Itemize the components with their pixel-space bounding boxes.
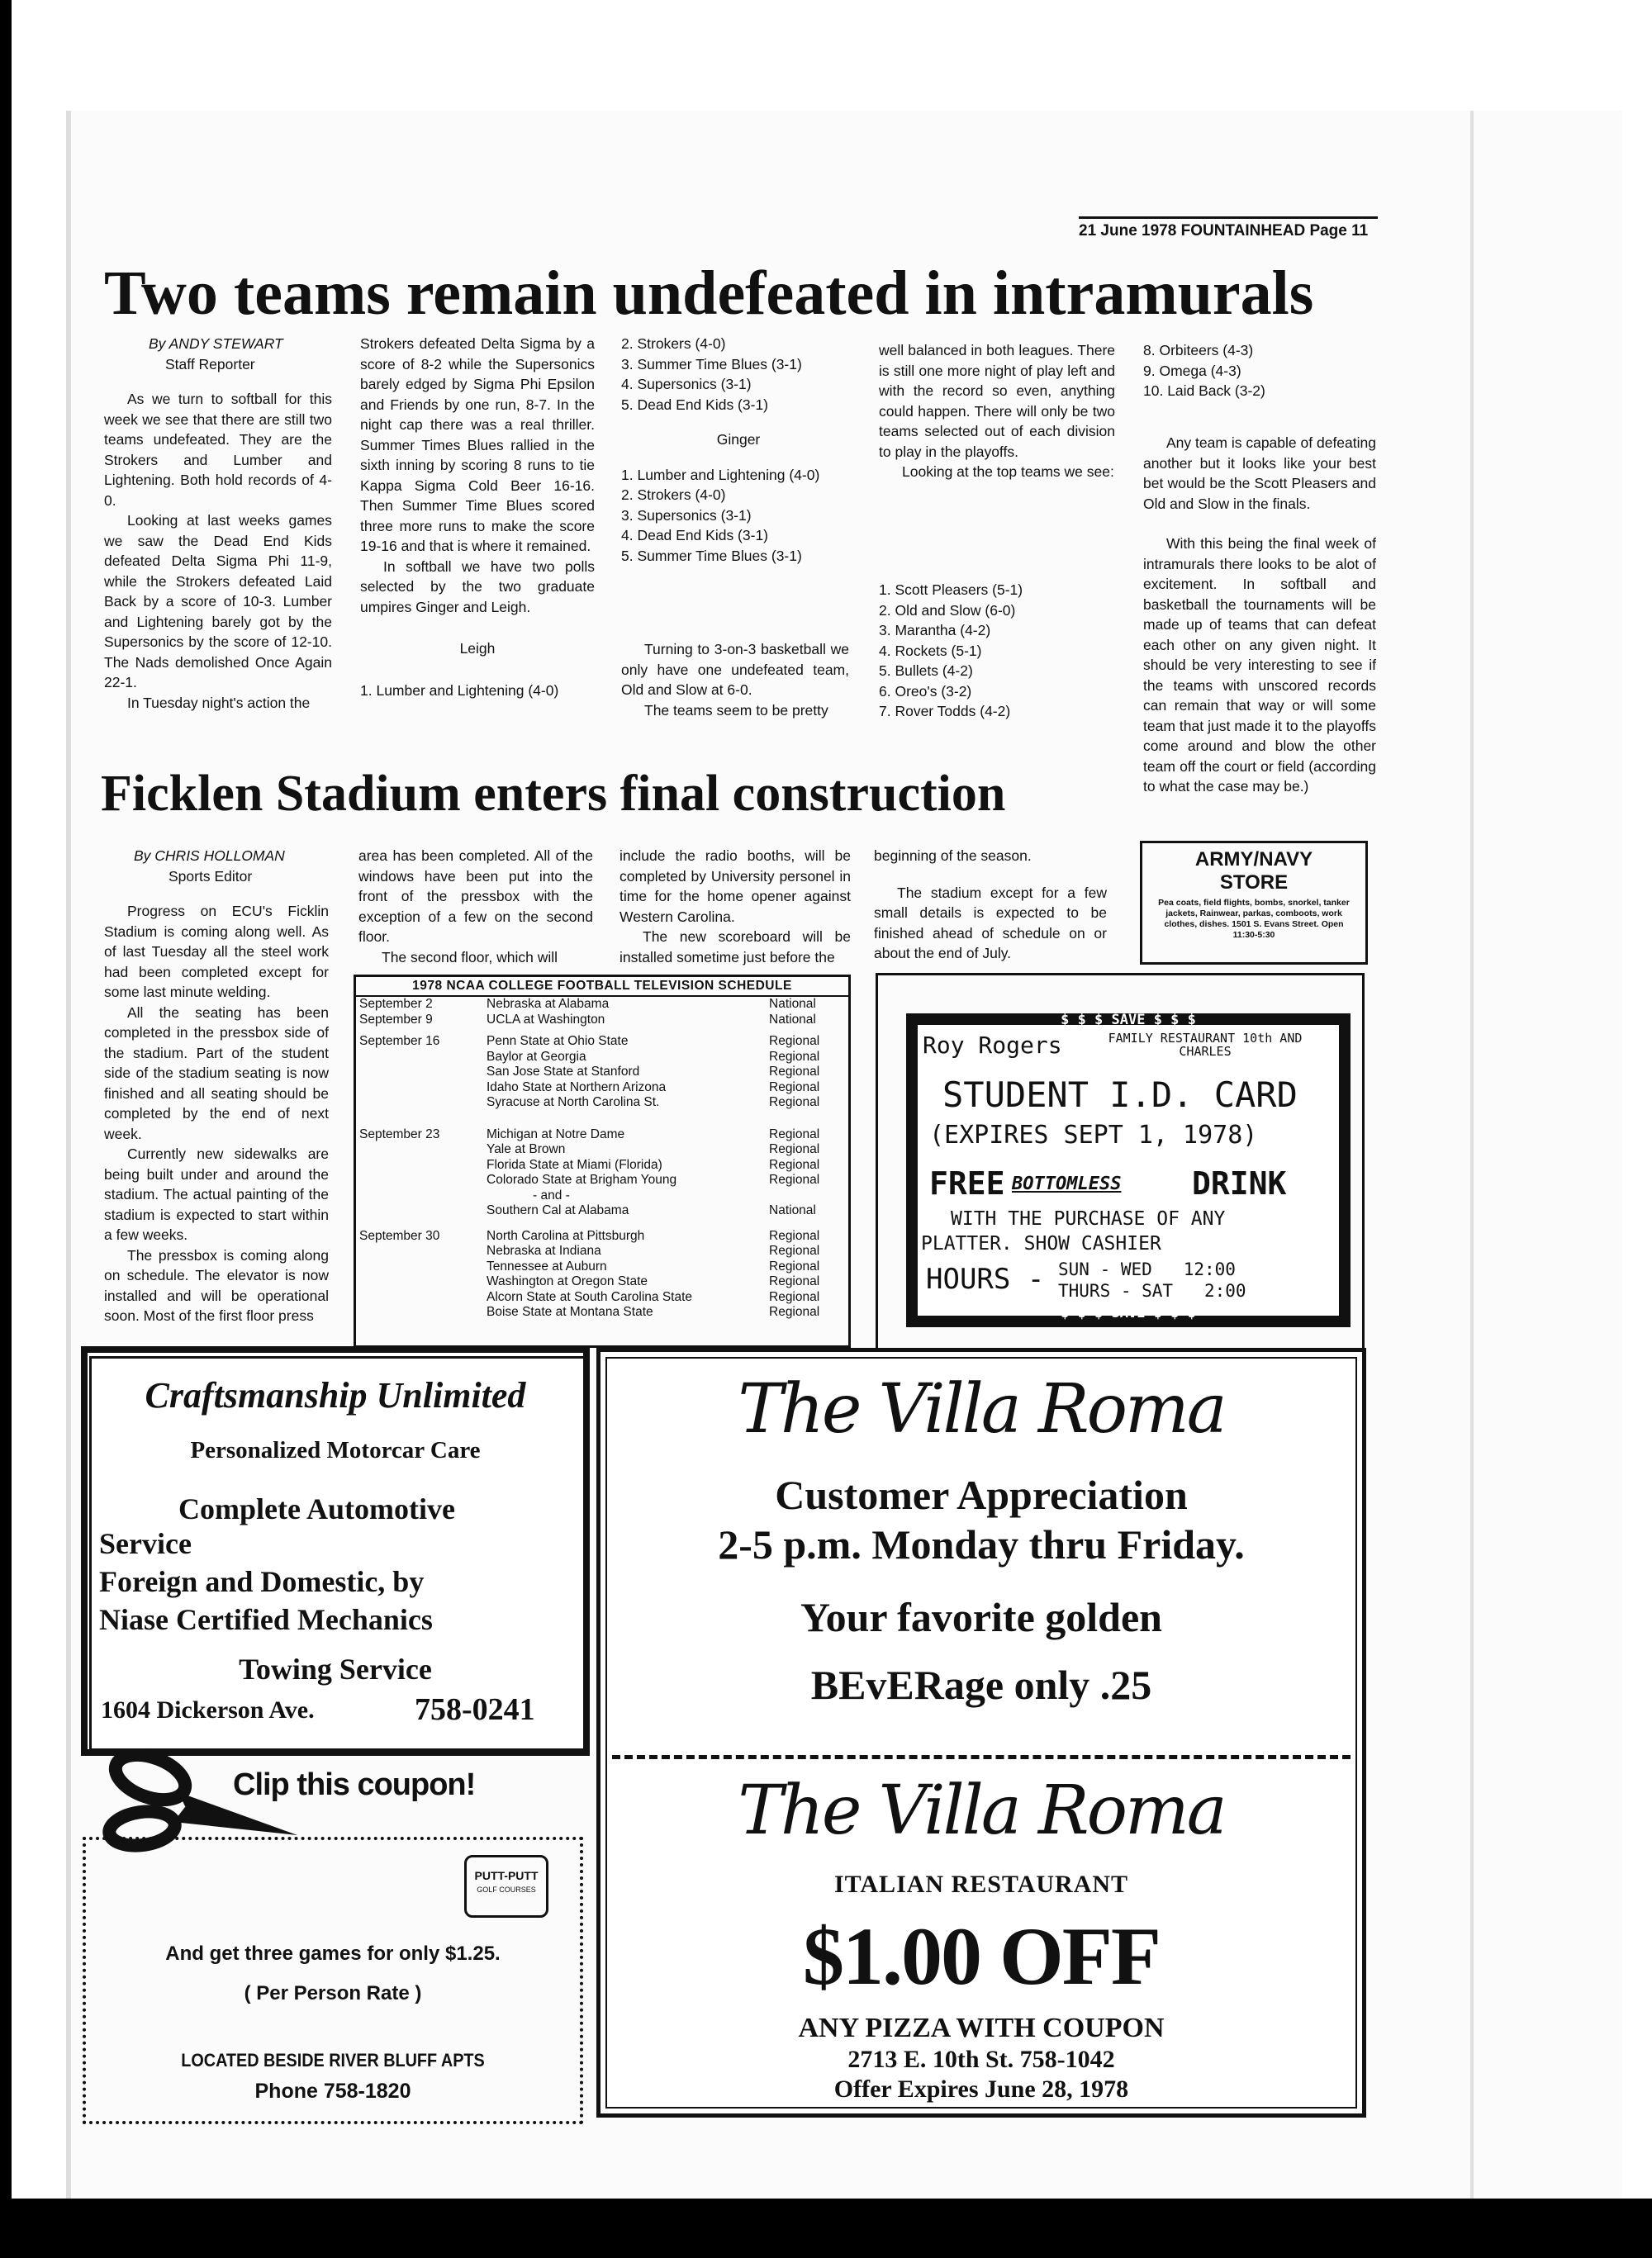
craftsmanship-line2: Complete Automotive [178,1492,455,1525]
schedule-row [356,1127,848,1143]
royrogers-ad [876,973,1365,1351]
royrogers-name: Roy Rogers [923,1032,1062,1059]
leigh-list-item: 3. Summer Time Blues (3-1) [621,355,802,372]
schedule-network: Regional [769,1065,820,1079]
schedule-network: Regional [769,1228,820,1243]
schedule-game: Michigan at Notre Dame [487,1127,625,1141]
schedule-network: National [769,1203,816,1217]
schedule-row [356,1050,848,1065]
schedule-game: Florida State at Miami (Florida) [487,1157,662,1172]
article1-col5-p2: With this being the final week of intramurals there looks to be alot of excitement. In softball and basketball the tournaments will be made up of teams that can defeat each other on any given night. It should be very interesting to see if the teams with unscored records can remain that way or will some team that just made it to the playoffs come around and blow the other team off the court or field (according to what the case may be.) [1143,535,1376,795]
basketball-list-item: 10. Laid Back (3-2) [1143,382,1265,399]
schedule-row [356,1173,848,1188]
coupon-cut-line [612,1755,1351,1759]
schedule-row [356,1095,848,1111]
platter-line: PLATTER. SHOW CASHIER [921,1233,1161,1255]
craftsmanship-ad [81,1346,590,1756]
schedule-date: September 23 [359,1127,440,1141]
article2-col4 [874,846,1107,964]
schedule-date [356,1305,483,1321]
article2-col2 [358,846,593,967]
schedule-date [356,1142,483,1158]
article2-col1-p3: Currently new sidewalks are being built under and around the stadium. The actual painting of the stadium is expected to start within a few weeks. [104,1146,329,1243]
craftsmanship-title: Craftsmanship Unlimited [145,1375,526,1416]
article2-col1 [104,846,329,1326]
schedule-row [356,1013,848,1028]
bottomless-label: BOTTOMLESS [1012,1174,1122,1194]
basketball-list-item: 6. Oreo's (3-2) [879,682,972,700]
article1-col4 [879,340,1115,482]
schedule-row [356,1158,848,1174]
schedule-spacer [356,1111,848,1127]
leigh-label: Leigh [459,640,496,657]
craftsmanship-address: 1604 Dickerson Ave. [101,1696,315,1724]
schedule-date [356,1259,483,1275]
schedule-game: Nebraska at Alabama [487,997,610,1011]
schedule-network: Regional [769,1142,820,1156]
purchase-line: WITH THE PURCHASE OF ANY [951,1208,1226,1230]
tv-schedule-table [356,997,848,1321]
article2-col4-p2: The stadium except for a few small details is expected to be finished ahead of schedule on or about the end of July. [874,884,1107,961]
article2-headline: Ficklen Stadium enters final construction [101,766,1006,822]
armynavy-title: ARMY/NAVY [1194,848,1313,870]
schedule-network: Regional [769,1079,820,1094]
villaroma-address: 2713 E. 10th St. 758-1042 [847,2046,1115,2073]
schedule-date [356,1173,483,1188]
craftsmanship-line3: Service [99,1527,192,1560]
coupon-rate: ( Per Person Rate ) [244,1982,422,2004]
schedule-date [356,1274,483,1290]
ginger-list-item: 1. Lumber and Lightening (4-0) [621,466,820,483]
schedule-row [356,1065,848,1080]
schedule-network: Regional [769,1259,820,1274]
leigh-list-item: 1. Lumber and Lightening (4-0) [360,681,559,699]
schedule-game: Boise State at Montana State [487,1305,653,1319]
schedule-network: Regional [769,1034,820,1048]
schedule-network: Regional [769,1049,820,1064]
basketball-list-item: 2. Old and Slow (6-0) [879,601,1016,619]
article2-role: Sports Editor [169,867,253,885]
expires-line: (EXPIRES SEPT 1, 1978) [929,1121,1258,1150]
article1-role: Staff Reporter [165,355,255,372]
schedule-date: September 2 [359,997,433,1011]
basketball-list-item: 5. Bullets (4-2) [879,662,973,679]
schedule-date [356,1065,483,1080]
ginger-list-item: 4. Dead End Kids (3-1) [621,527,769,543]
article2-col1-p2: All the seating has been completed in the pressbox side of the stadium. Part of the student side of the stadium seating is now finished and all seating should be completed by the end of next week. [104,1003,329,1142]
putt-putt-coupon[interactable] [83,1837,583,2124]
schedule-row [356,1080,848,1096]
schedule-network: National [769,1012,816,1027]
villaroma-line2: 2-5 p.m. Monday thru Friday. [718,1521,1245,1568]
villaroma-discount: $1.00 OFF [803,1910,1160,2002]
basketball-list-item: 9. Omega (4-3) [1143,362,1241,379]
schedule-date [356,1244,483,1259]
villaroma-logo: The Villa Roma [738,1370,1225,1449]
article1-col5 [1143,433,1376,797]
schedule-network: Regional [769,1127,820,1141]
villaroma-pizza: ANY PIZZA WITH COUPON [798,2013,1165,2043]
schedule-network: Regional [769,1244,820,1258]
article1-col5-list [1143,340,1378,401]
schedule-date [356,1203,483,1219]
ginger-list-item: 2. Strokers (4-0) [621,486,726,503]
leigh-list-item: 4. Supersonics (3-1) [621,376,752,392]
schedule-row [356,1203,848,1219]
craftsmanship-line1: Personalized Motorcar Care [190,1437,481,1463]
student-id-line: STUDENT I.D. CARD [942,1074,1298,1115]
schedule-spacer [356,1027,848,1034]
article2-col3-p1: include the radio booths, will be completed by University personel in time for the home opener against Western Carolina. [620,847,851,925]
schedule-network: Regional [769,1305,820,1319]
schedule-date [356,1188,483,1204]
basketball-list-item: 8. Orbiteers (4-3) [1143,342,1254,358]
page-fold-line [1470,111,1474,2199]
article1-col1-p2: Looking at last weeks games we saw the Dead End Kids defeated Delta Sigma Phi 11-9, while the Strokers defeated Laid Back by a score of 10-3. Lumber and Lightening barely got by the Supersonics by the score of 12-10. The Nads demolished Once Again 22-1. [104,512,332,690]
coupon-phone: Phone 758-1820 [254,2080,411,2103]
royrogers-sub: FAMILY RESTAURANT 10th AND CHARLES [1108,1031,1303,1059]
schedule-network: Regional [769,1173,820,1187]
article1-col1-p3: In Tuesday night's action the [127,694,311,711]
article2-byline: By CHRIS HOLLOMAN [134,847,285,864]
schedule-network: Regional [769,1289,820,1304]
armynavy-subtitle: STORE [1219,871,1289,894]
ginger-list-item: 3. Supersonics (3-1) [621,506,752,524]
schedule-game: San Jose State at Stanford [487,1065,640,1079]
coupon-offer: And get three games for only $1.25. [165,1943,501,1965]
basketball-list [879,580,1115,722]
schedule-network: Regional [769,1157,820,1172]
schedule-date [356,1290,483,1306]
article1-col3 [621,334,856,566]
article2-col4-p1: beginning of the season. [874,847,1032,864]
basketball-list-item: 7. Rover Todds (4-2) [879,703,1011,719]
villaroma-italian: ITALIAN RESTAURANT [833,1871,1129,1898]
schedule-row [356,1244,848,1259]
schedule-game: Baylor at Georgia [487,1049,586,1064]
article2-col1-p1: Progress on ECU's Ficklin Stadium is coming along well. As of last Tuesday all the steel work had been completed except for some last minute welding. [104,903,329,1000]
hours-label: HOURS - [926,1263,1045,1296]
schedule-row [356,1188,848,1204]
article1-col4-p2: Looking at the top teams we see: [902,463,1114,480]
schedule-game: Idaho State at Northern Arizona [487,1079,667,1094]
schedule-game: Nebraska at Indiana [487,1244,601,1258]
schedule-row [356,1229,848,1245]
ginger-list-item: 5. Summer Time Blues (3-1) [621,547,802,564]
schedule-row [356,1305,848,1321]
schedule-game: Tennessee at Auburn [487,1259,607,1274]
villaroma-logo-coupon: The Villa Roma [738,1772,1225,1850]
craftsmanship-line5: Niase Certified Mechanics [99,1603,433,1636]
schedule-network [766,1188,848,1204]
villaroma-line1: Customer Appreciation [775,1472,1188,1518]
article1-col1-p1: As we turn to softball for this week we see that there are still two teams undefeated. They are the Strokers and Lumber and Lightening. Both hold records of 4-0. [104,391,332,509]
schedule-game: Syracuse at North Carolina St. [487,1095,660,1109]
hours-weekday: SUN - WED 12:00 [1058,1259,1236,1279]
schedule-row [356,1290,848,1306]
leigh-list-item: 2. Strokers (4-0) [621,335,726,352]
article2-col2-p1: area has been completed. All of the windows have been put into the front of the pressbox with the exception of a few on the second floor. [358,847,593,945]
schedule-date: September 30 [359,1228,440,1243]
coupon-location: LOCATED BESIDE RIVER BLUFF APTS [181,2050,485,2071]
putt-putt-logo-text: PUTT-PUTT [474,1869,539,1882]
villaroma-line3: Your favorite golden [800,1594,1162,1640]
leigh-list-item: 5. Dead End Kids (3-1) [621,396,769,413]
royrogers-card [906,1013,1351,1327]
article1-col3-text [621,639,849,720]
article1-col2-p2: In softball we have two polls selected by the two graduate umpires Ginger and Leigh. [360,557,595,615]
article1-byline: By ANDY STEWART [149,335,283,352]
article1-col5-p1: Any team is capable of defeating another but it looks like your best bet would be the Scott Pleasers and Old and Slow in the finals. [1143,434,1376,512]
schedule-network: Regional [769,1095,820,1109]
schedule-game: Alcorn State at South Carolina State [487,1289,693,1304]
article1-col3-p1: Turning to 3-on-3 basketball we only have one undefeated team, Old and Slow at 6-0. [621,641,849,698]
schedule-game: Colorado State at Brigham Young [487,1173,677,1187]
tv-schedule-box [354,975,851,1348]
schedule-game: Penn State at Ohio State [487,1034,629,1048]
armynavy-details: Pea coats, field flights, bombs, snorkel, tanker jackets, Rainwear, parkas, comboots, work clothes, dishes. 1501 S. Evans Street. Open 11:30-5:30 [1158,898,1350,940]
schedule-network: National [769,997,816,1011]
article1-headline: Two teams remain undefeated in intramurals [104,259,1314,328]
tv-schedule-title: 1978 NCAA COLLEGE FOOTBALL TELEVISION SCHEDULE [356,977,848,997]
free-label: FREE [929,1165,1005,1202]
craftsmanship-phone: 758-0241 [415,1692,535,1727]
page-header: 21 June 1978 FOUNTAINHEAD Page 11 [1079,216,1378,240]
schedule-date [356,1095,483,1111]
schedule-date: September 9 [359,1012,433,1027]
article1-col2 [360,334,595,700]
villaroma-line4: BEvERage only .25 [810,1662,1152,1708]
schedule-row [356,997,848,1013]
schedule-game: UCLA at Washington [487,1012,605,1027]
scan-left-edge [0,0,12,2199]
schedule-network: Regional [769,1274,820,1288]
craftsmanship-towing: Towing Service [239,1653,432,1686]
schedule-row [356,1034,848,1050]
putt-putt-logo [464,1855,548,1918]
article1-col2-p1: Strokers defeated Delta Sigma by a score of 8-2 while the Supersonics barely edged by Sigma Phi Epsilon and Friends by one run, 8-7. In the night cap there was a real thriller. Summer Times Blues rallied in the sixth inning by scoring 8 runs to tie Kappa Sigma Cold Beer 16-16. Then Summer Time Blues scored three more runs to make the score 19-16 and that is where it remained. [360,335,595,554]
article1-col1 [104,334,332,713]
villaroma-expires: Offer Expires June 28, 1978 [833,2075,1129,2103]
article1-col3-p2: The teams seem to be pretty [644,701,828,719]
schedule-spacer [356,1219,848,1229]
ginger-label: Ginger [716,431,761,448]
villaroma-ad [596,1348,1366,2118]
save-strip-top: $ $ $ SAVE $ $ $ [1061,1012,1196,1028]
schedule-date [356,1158,483,1174]
article2-col3 [620,846,851,967]
schedule-date [356,1050,483,1065]
schedule-game: North Carolina at Pittsburgh [487,1228,645,1243]
basketball-list-item: 3. Marantha (4-2) [879,622,991,638]
article2-col2-p2: The second floor, which will [382,948,558,965]
schedule-game: - and - [533,1188,570,1203]
schedule-row [356,1274,848,1290]
basketball-list-item: 4. Rockets (5-1) [879,642,982,659]
scan-bottom-edge [0,2199,1652,2258]
save-strip-bottom: $ $ $ SAVE $ $ $ [1061,1305,1196,1321]
article2-col1-p4: The pressbox is coming along on schedule. The elevator is now installed and will be operational soon. Most of the first floor press [104,1246,329,1324]
craftsmanship-line4: Foreign and Domestic, by [99,1565,425,1598]
armynavy-ad [1140,841,1368,965]
schedule-game: Southern Cal at Alabama [487,1203,629,1217]
article1-col4-p1: well balanced in both leagues. There is still one more night of play left and with the record so even, anything could happen. There will only be two teams selected out of each division to play in the playoffs. [879,342,1115,460]
schedule-row [356,1142,848,1158]
schedule-date [356,1080,483,1096]
clip-coupon-heading: Clip this coupon! [233,1767,476,1802]
basketball-list-item: 1. Scott Pleasers (5-1) [879,581,1023,598]
article2-col3-p2: The new scoreboard will be installed sometime just before the [620,928,851,965]
putt-putt-logo-sub: GOLF COURSES [477,1886,536,1894]
drink-label: DRINK [1192,1165,1287,1202]
schedule-game: Washington at Oregon State [487,1274,648,1288]
schedule-row [356,1259,848,1275]
schedule-game: Yale at Brown [487,1142,566,1156]
schedule-date: September 16 [359,1034,440,1048]
hours-weekend: THURS - SAT 2:00 [1058,1281,1246,1301]
